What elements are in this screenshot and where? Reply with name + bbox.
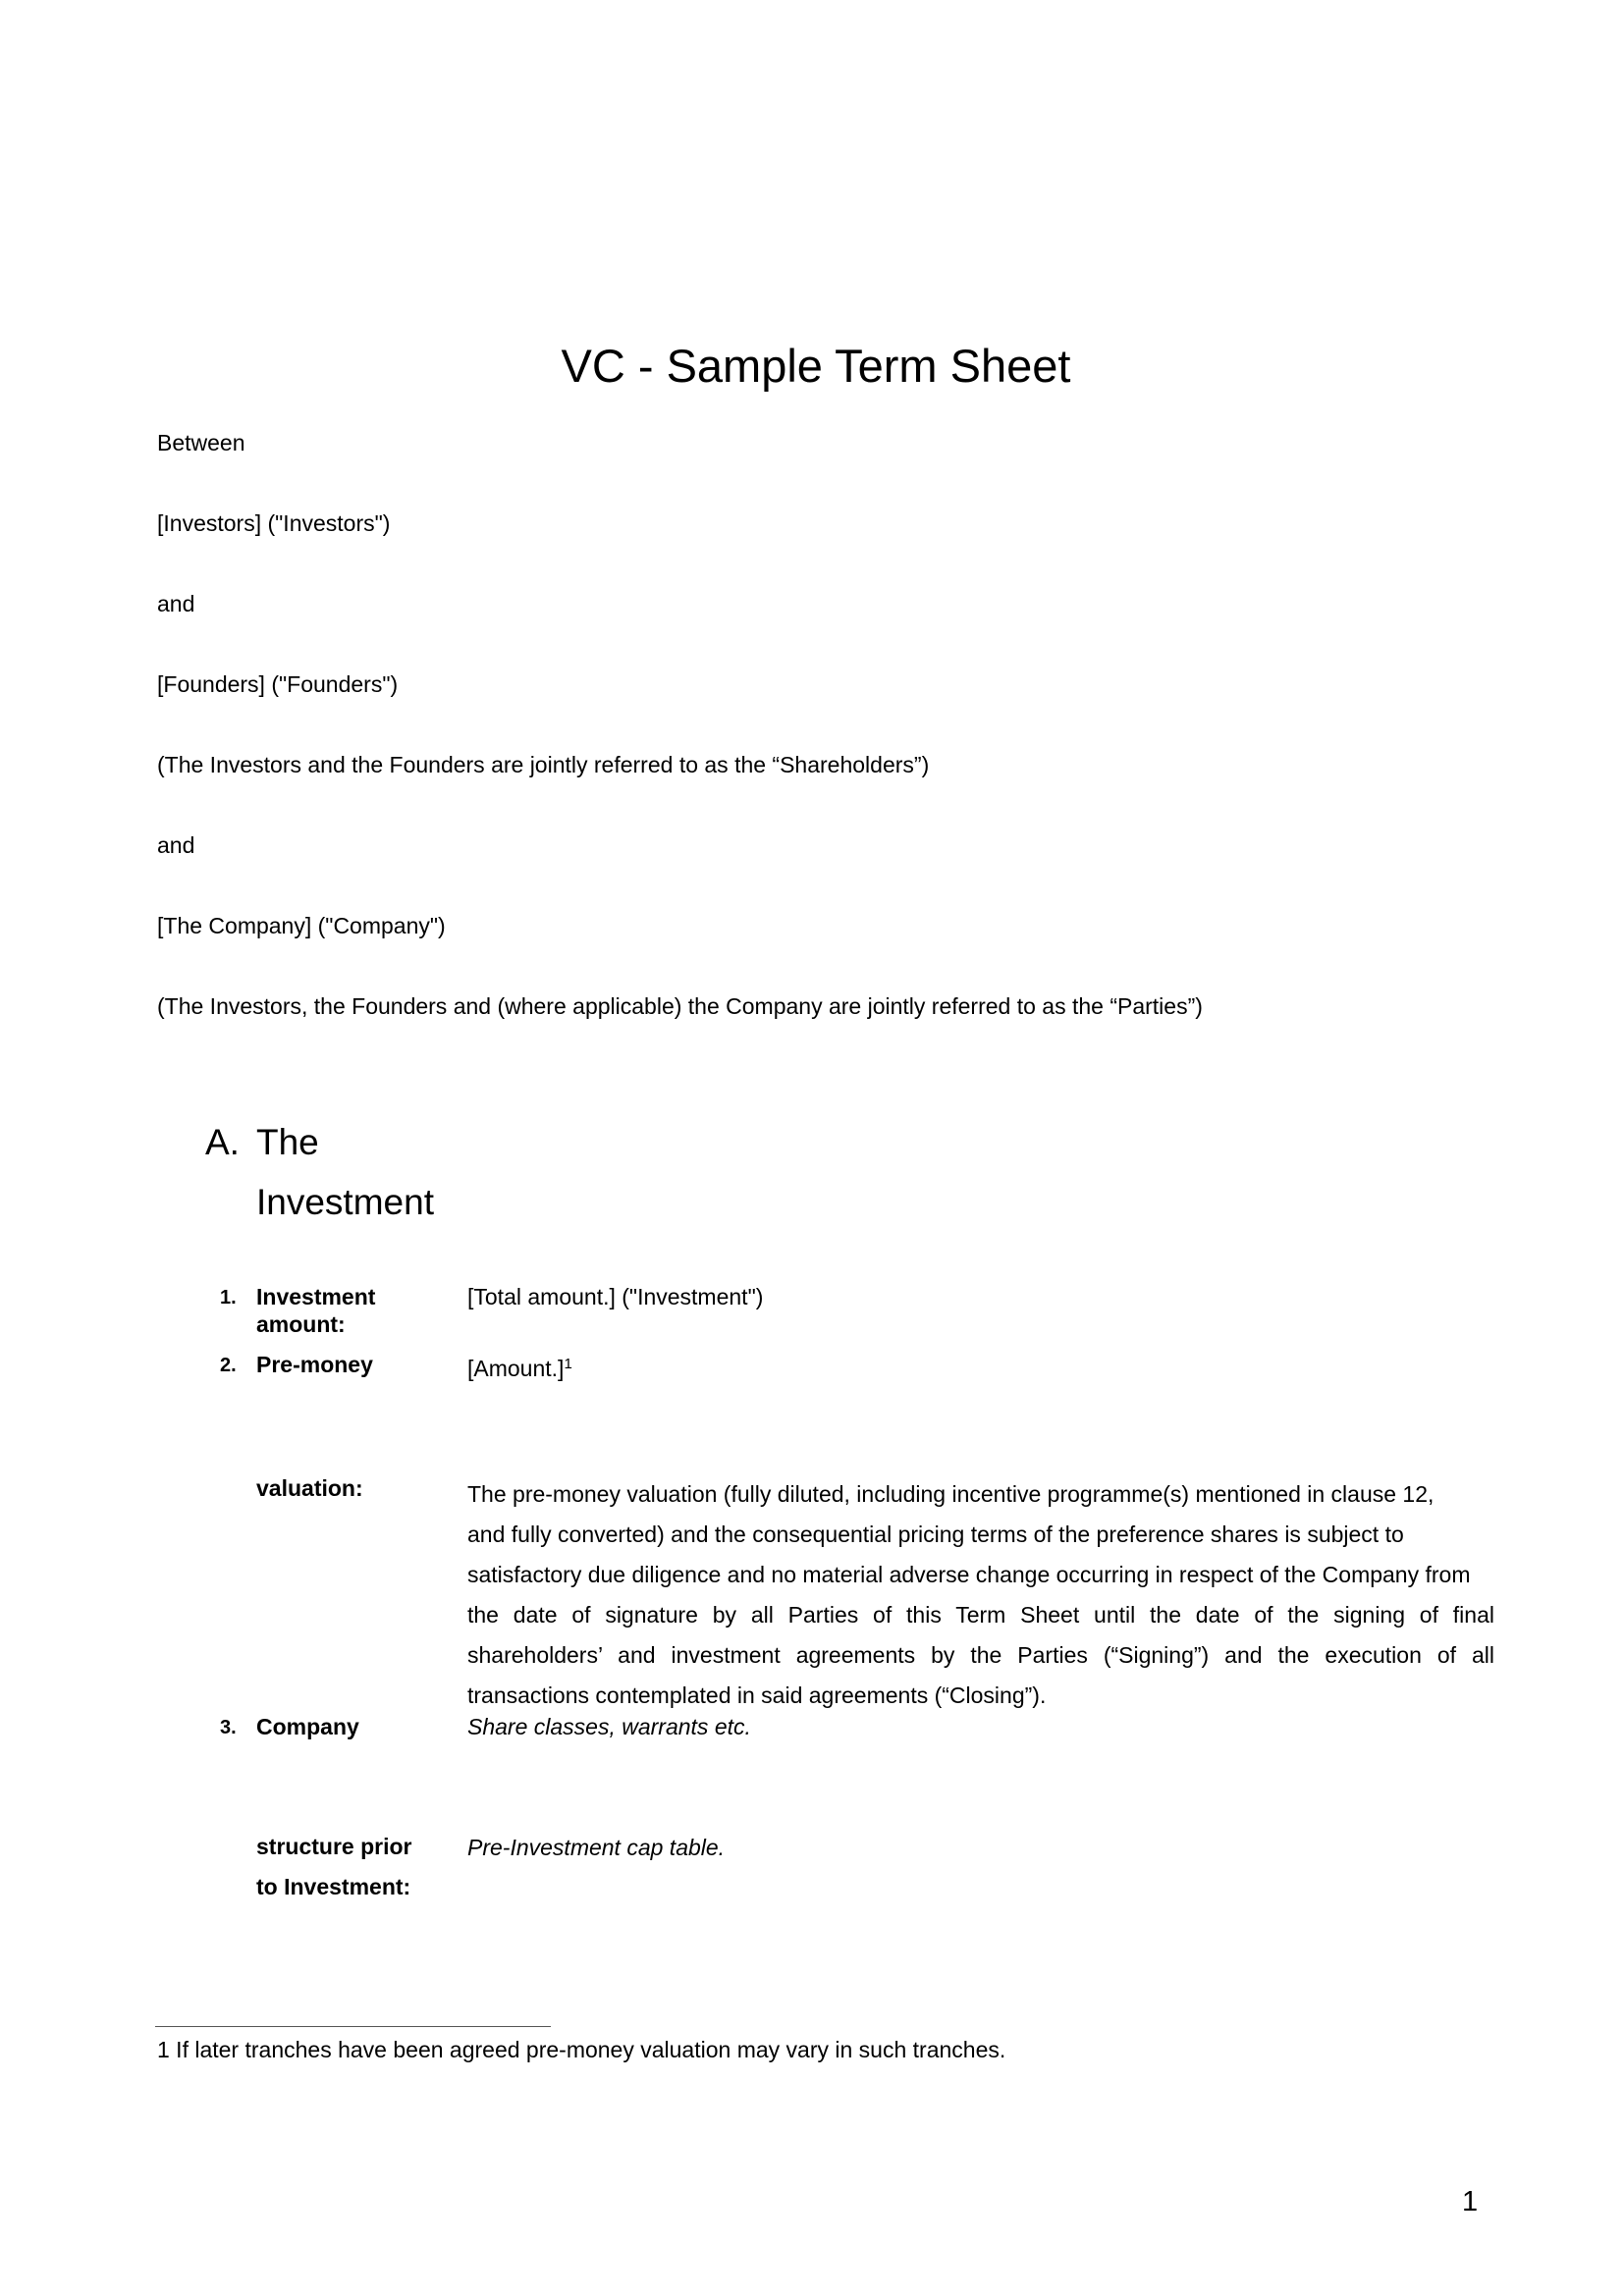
item-1-value: [Total amount.] ("Investment") xyxy=(467,1284,764,1309)
item-1-number: 1. xyxy=(220,1287,237,1308)
item-2-value-text: [Amount.] xyxy=(467,1356,565,1381)
document-title: VC - Sample Term Sheet xyxy=(561,340,1071,393)
item-3-label-part2: structure prior to Investment: xyxy=(256,1834,412,1899)
item-2-label-part2: valuation: xyxy=(256,1475,363,1501)
footnote-reference: 1 xyxy=(564,1356,572,1372)
item-3-label-part1: Company xyxy=(256,1714,359,1739)
item-2-value xyxy=(467,1355,572,1382)
founders-party: [Founders] ("Founders") xyxy=(157,671,399,697)
and-conjunction-1: and xyxy=(157,591,195,616)
item-3-number: 3. xyxy=(220,1717,237,1738)
valuation-clause-line: and fully converted) and the consequential pricing terms of the preference shares is subject to xyxy=(467,1522,1404,1547)
parties-definition: (The Investors, the Founders and (where applicable) the Company are jointly referred to as the “Parties”) xyxy=(157,993,1203,1019)
valuation-clause-line: The pre-money valuation (fully diluted, including incentive programme(s) mentioned in clause 12, xyxy=(467,1481,1435,1507)
valuation-clause-line: the date of signature by all Parties of this Term Sheet until the date of the signing of final xyxy=(467,1602,1494,1628)
footnote-separator xyxy=(155,2026,551,2027)
item-1-label: Investment amount: xyxy=(256,1284,376,1337)
item-3-value-2: Pre-Investment cap table. xyxy=(467,1835,726,1860)
item-2-label-part1: Pre-money xyxy=(256,1352,373,1377)
valuation-clause-line: satisfactory due diligence and no material adverse change occurring in respect of the Company from xyxy=(467,1562,1471,1587)
between-label: Between xyxy=(157,430,245,455)
valuation-clause-line: transactions contemplated in said agreements (“Closing”). xyxy=(467,1682,1047,1708)
section-a-title: The Investment xyxy=(256,1122,434,1222)
investors-party: [Investors] ("Investors") xyxy=(157,510,391,536)
and-conjunction-2: and xyxy=(157,832,195,858)
section-a-letter: A. xyxy=(205,1122,240,1162)
footnote-text: 1 If later tranches have been agreed pre-money valuation may vary in such tranches. xyxy=(157,2037,1006,2062)
shareholders-definition: (The Investors and the Founders are jointly referred to as the “Shareholders”) xyxy=(157,752,930,777)
item-3-value-1: Share classes, warrants etc. xyxy=(467,1714,751,1739)
valuation-clause xyxy=(467,1474,1494,1716)
valuation-clause-line: shareholders’ and investment agreements by the Parties (“Signing”) and the execution of all xyxy=(467,1642,1494,1668)
page-number: 1 xyxy=(1462,2186,1479,2217)
item-2-number: 2. xyxy=(220,1355,237,1376)
company-party: [The Company] ("Company") xyxy=(157,913,446,938)
